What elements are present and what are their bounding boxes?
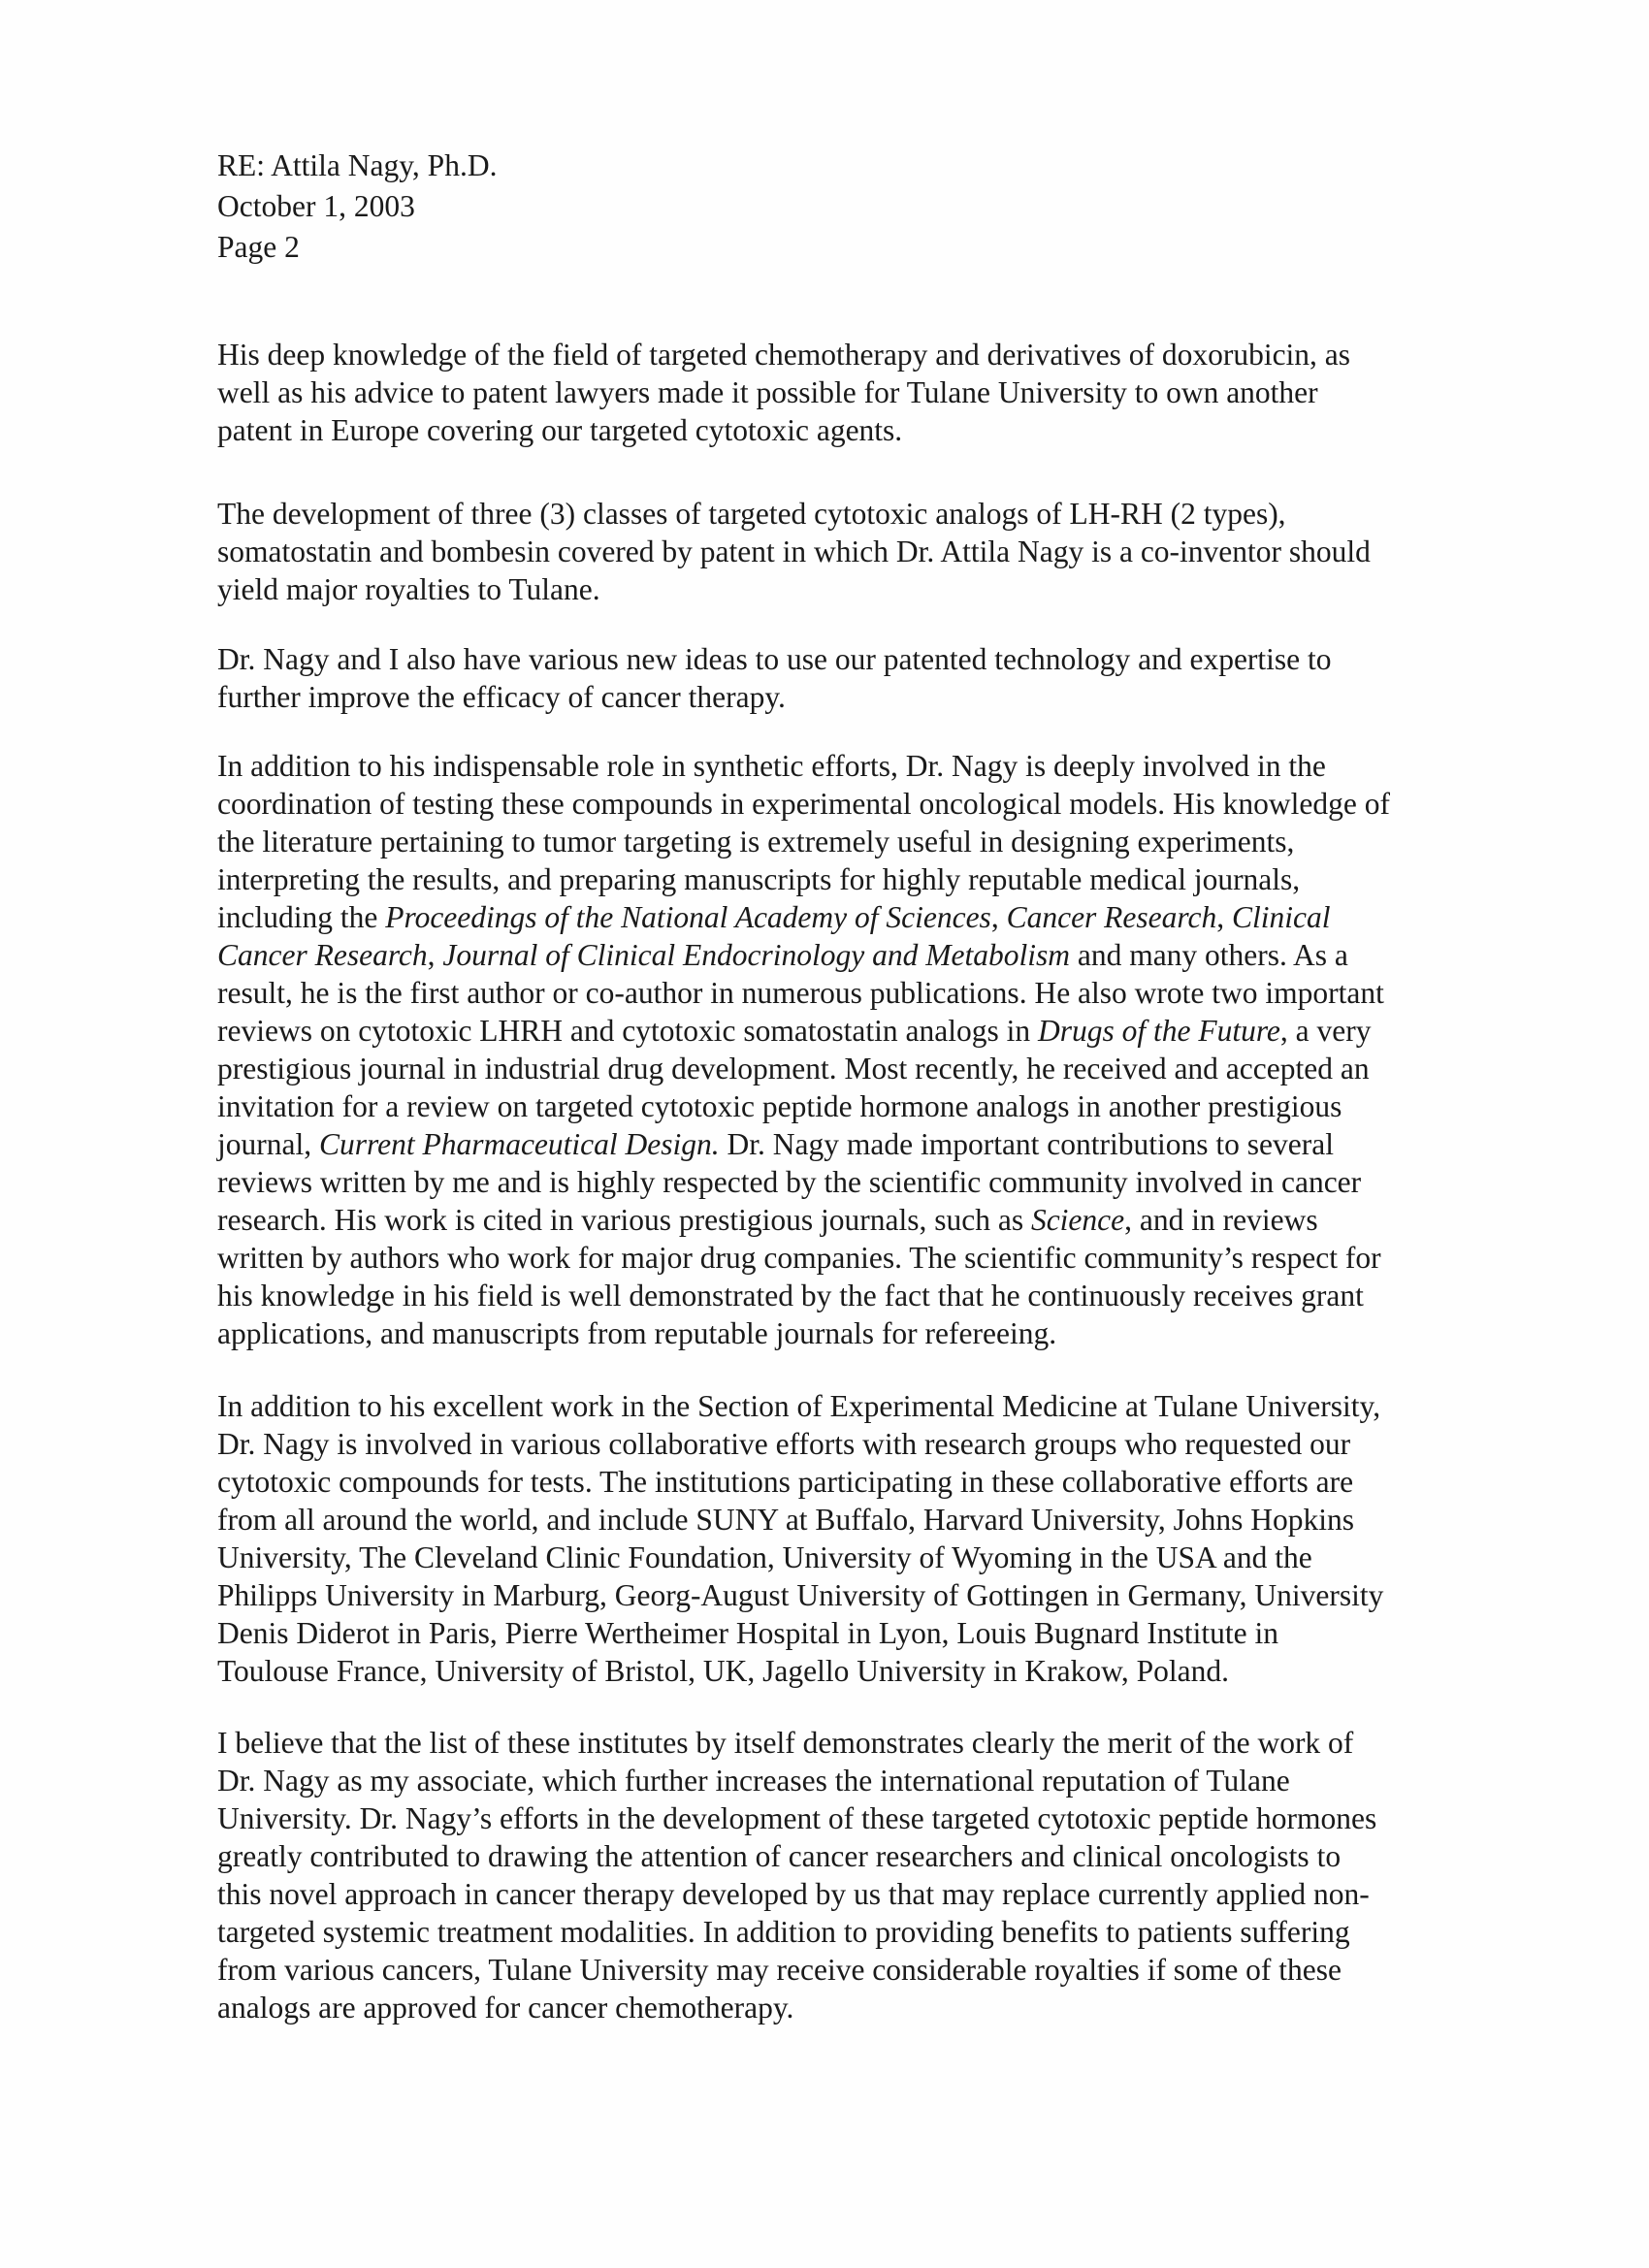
text-line (217, 640, 1478, 678)
text-segment: somatostatin and bombesin covered by patent in which Dr. Attila Nagy is a co-inventor should (217, 535, 1371, 568)
text-segment: from all around the world, and include SUNY at Buffalo, Harvard University, Johns Hopkins (217, 1503, 1354, 1537)
text-segment: Philipps University in Marburg, Georg-August University of Gottingen in Germany, University (217, 1578, 1384, 1612)
text-line (217, 1576, 1478, 1614)
text-line (217, 1387, 1478, 1425)
text-segment: , (990, 900, 1007, 934)
re-line: RE: Attila Nagy, Ph.D. (217, 148, 498, 182)
text-segment: cytotoxic compounds for tests. The institutions participating in these collaborative efforts are (217, 1465, 1354, 1499)
text-segment: Dr. Nagy made important contributions to several (719, 1127, 1334, 1161)
text-segment: analogs are approved for cancer chemotherapy. (217, 1991, 794, 2025)
text-line (217, 1539, 1478, 1576)
text-segment: written by authors who work for major drug companies. The scientific community’s respect for (217, 1241, 1381, 1275)
text-line (217, 1163, 1478, 1201)
text-line (217, 373, 1478, 411)
text-line (217, 1762, 1478, 1799)
text-line (217, 1837, 1478, 1875)
italic-title: Cancer Research (1006, 900, 1217, 934)
text-line (217, 336, 1478, 373)
text-segment: Dr. Nagy is involved in various collaborative efforts with research groups who requested our (217, 1427, 1351, 1461)
text-line (217, 1425, 1478, 1463)
text-line (217, 411, 1478, 449)
text-segment: , and in reviews (1124, 1203, 1318, 1237)
paragraph-5 (217, 1387, 1478, 1690)
text-line (217, 1614, 1478, 1652)
text-line (217, 1913, 1478, 1951)
letter-header (217, 146, 497, 268)
text-segment: Denis Diderot in Paris, Pierre Wertheimer Hospital in Lyon, Louis Bugnard Institute in (217, 1616, 1278, 1650)
text-segment: reviews written by me and is highly respected by the scientific community involved in cancer (217, 1165, 1362, 1199)
text-segment: Dr. Nagy as my associate, which further increases the international reputation of Tulane (217, 1764, 1290, 1798)
text-segment: the literature pertaining to tumor targeting is extremely useful in designing experiments, (217, 825, 1295, 859)
text-line (217, 823, 1478, 860)
paragraph-4 (217, 747, 1478, 1352)
text-segment: reviews on cytotoxic LHRH and cytotoxic somatostatin analogs in (217, 1014, 1038, 1048)
text-line (217, 1050, 1478, 1087)
text-line (217, 570, 1478, 608)
text-line (217, 1951, 1478, 1989)
italic-title: Science (1030, 1203, 1125, 1237)
text-line (217, 1875, 1478, 1913)
text-segment: In addition to his indispensable role in synthetic efforts, Dr. Nagy is deeply involved in the (217, 749, 1326, 783)
italic-title: Drugs of the Future (1037, 1014, 1280, 1048)
text-line (217, 898, 1478, 936)
page-number: Page 2 (217, 230, 300, 264)
text-segment: interpreting the results, and preparing manuscripts for highly reputable medical journals, (217, 862, 1301, 896)
paragraph-2 (217, 495, 1478, 608)
text-line (217, 678, 1478, 716)
text-segment: further improve the efficacy of cancer therapy. (217, 680, 786, 714)
text-segment: yield major royalties to Tulane. (217, 572, 600, 606)
text-line (217, 1724, 1478, 1762)
italic-title: Cancer Research (217, 938, 428, 972)
text-segment: University. Dr. Nagy’s efforts in the development of these targeted cytotoxic peptide hormones (217, 1801, 1377, 1835)
text-segment: , (1216, 900, 1232, 934)
text-line (217, 974, 1478, 1012)
paragraph-3 (217, 640, 1478, 716)
text-line (217, 1501, 1478, 1539)
text-segment: University, The Cleveland Clinic Foundation, University of Wyoming in the USA and the (217, 1540, 1312, 1574)
text-line (217, 1314, 1478, 1352)
text-line (217, 495, 1478, 533)
text-segment: Dr. Nagy and I also have various new ideas to use our patented technology and expertise to (217, 642, 1332, 676)
text-segment: Toulouse France, University of Bristol, UK, Jagello University in Krakow, Poland. (217, 1654, 1229, 1688)
text-segment: this novel approach in cancer therapy developed by us that may replace currently applied non- (217, 1877, 1370, 1911)
text-line (217, 1652, 1478, 1690)
text-segment: result, he is the first author or co-author in numerous publications. He also wrote two important (217, 976, 1384, 1010)
text-segment: I believe that the list of these institutes by itself demonstrates clearly the merit of the work of (217, 1726, 1354, 1760)
text-segment: In addition to his excellent work in the Section of Experimental Medicine at Tulane University, (217, 1389, 1381, 1423)
text-line (217, 747, 1478, 785)
text-line (217, 1012, 1478, 1050)
date-line: October 1, 2003 (217, 189, 415, 223)
text-line (217, 1239, 1478, 1277)
paragraph-6 (217, 1724, 1478, 2026)
paragraph-1 (217, 336, 1478, 449)
text-line (217, 1799, 1478, 1837)
text-line (217, 1463, 1478, 1501)
text-line (217, 1277, 1478, 1314)
text-segment: including the (217, 900, 386, 934)
text-segment: targeted systemic treatment modalities. In addition to providing benefits to patients suffering (217, 1915, 1350, 1949)
text-segment: well as his advice to patent lawyers made it possible for Tulane University to own another (217, 375, 1318, 409)
text-segment: research. His work is cited in various prestigious journals, such as (217, 1203, 1031, 1237)
text-line (217, 1087, 1478, 1125)
text-line (217, 785, 1478, 823)
italic-title: Clinical (1231, 900, 1331, 934)
text-segment: patent in Europe covering our targeted cytotoxic agents. (217, 413, 903, 447)
text-line (217, 1201, 1478, 1239)
text-segment: , (427, 938, 443, 972)
text-segment: and many others. As a (1069, 938, 1348, 972)
text-segment: , a very (1279, 1014, 1372, 1048)
italic-title: Journal of Clinical Endocrinology and Metabolism (442, 938, 1070, 972)
text-segment: journal, (217, 1127, 319, 1161)
text-segment: greatly contributed to drawing the attention of cancer researchers and clinical oncologists to (217, 1839, 1342, 1873)
text-segment: applications, and manuscripts from reputable journals for refereeing. (217, 1316, 1057, 1350)
text-line (217, 936, 1478, 974)
text-segment: coordination of testing these compounds in experimental oncological models. His knowledge of (217, 787, 1390, 821)
text-segment: from various cancers, Tulane University may receive considerable royalties if some of these (217, 1953, 1342, 1987)
text-segment: his knowledge in his field is well demonstrated by the fact that he continuously receives grant (217, 1279, 1364, 1312)
text-segment: The development of three (3) classes of targeted cytotoxic analogs of LH-RH (2 types), (217, 497, 1286, 531)
text-line (217, 1989, 1478, 2026)
text-line (217, 1125, 1478, 1163)
text-segment: prestigious journal in industrial drug development. Most recently, he received and accepted an (217, 1052, 1370, 1085)
text-segment: His deep knowledge of the field of targeted chemotherapy and derivatives of doxorubicin, as (217, 338, 1351, 372)
italic-title: Proceedings of the National Academy of Sciences (385, 900, 991, 934)
text-line (217, 860, 1478, 898)
text-line (217, 533, 1478, 570)
text-segment: invitation for a review on targeted cytotoxic peptide hormone analogs in another prestigious (217, 1089, 1342, 1123)
italic-title: Current Pharmaceutical Design. (318, 1127, 720, 1161)
